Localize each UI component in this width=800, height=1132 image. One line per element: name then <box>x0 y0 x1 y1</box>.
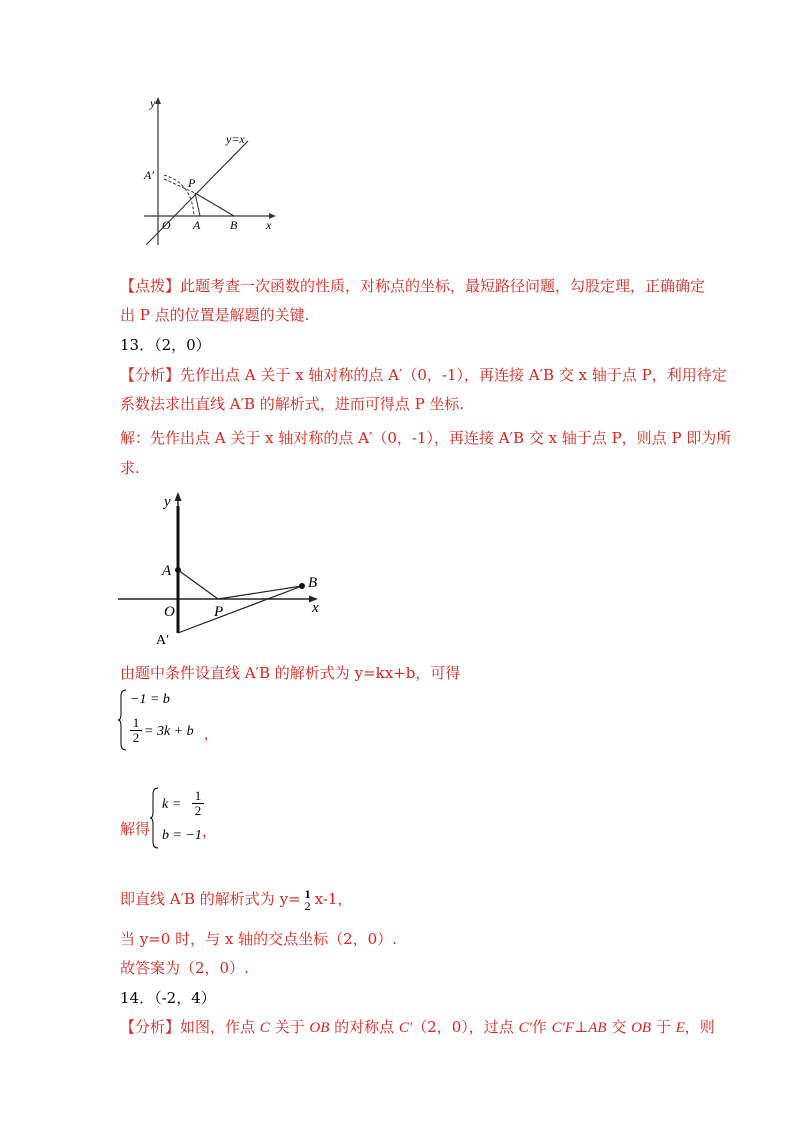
fig2-segment-ap <box>178 570 218 599</box>
dianbo-tag: 【点拨】 <box>120 277 181 295</box>
jiede-label: 解得 <box>120 820 151 838</box>
result-frac-den: 2 <box>304 899 311 913</box>
fig1-o-label: O <box>162 218 171 232</box>
fig2-point-b <box>299 583 305 589</box>
q14-yu: 于 <box>651 1018 676 1036</box>
q14-fenxi-tag: 【分析】 <box>120 1018 181 1036</box>
result-post: x-1， <box>314 890 353 908</box>
system-1-eq-2: = 3k + b <box>144 724 194 739</box>
system-2-brace <box>150 786 160 850</box>
fig2-segment-aprime-b <box>178 586 302 633</box>
solution-setup: 由题中条件设直线 A′B 的解析式为 y=kx+b，可得 <box>120 664 461 682</box>
fig1-aprime-label: A′ <box>144 168 154 182</box>
fig2-y-arrow <box>175 492 182 501</box>
system-2-comma: ， <box>202 822 218 840</box>
system-2 <box>150 786 230 850</box>
system-2-k-den: 2 <box>194 803 202 818</box>
fig1-b-label: B <box>230 218 238 232</box>
q14-answer: 14．（-2，4） <box>120 989 216 1007</box>
figure-2 <box>110 488 350 653</box>
q14-guanyu: 关于 <box>269 1018 310 1036</box>
result-pre: 即直线 A′B 的解析式为 y= <box>120 890 301 908</box>
fig2-aprime-label: A′ <box>156 633 170 648</box>
fig1-line-label: y=x <box>226 132 245 146</box>
fig1-p-label: P <box>188 176 196 190</box>
system-1-brace <box>118 688 128 752</box>
system-1-comma: ， <box>204 728 218 743</box>
fig2-b-label: B <box>308 575 318 591</box>
q14-c: C <box>259 1020 270 1036</box>
q13-jie-line-1: 解：先作出点 A 关于 x 轴对称的点 A′（0，-1），再连接 A′B 交 x 轴于点 P，则点 P 即为所 <box>120 429 732 447</box>
q14-duichen: 的对称点 <box>329 1018 399 1036</box>
q14-e: E <box>675 1020 685 1036</box>
q13-fenxi-line-1 <box>120 365 727 385</box>
q14-c-prime: C′ <box>398 1020 413 1036</box>
fig1-segment-pb <box>195 193 234 216</box>
q14-coords: （2，0），过点 <box>412 1018 519 1036</box>
fig2-a-label: A <box>162 563 172 579</box>
system-1-frac-den: 2 <box>132 730 140 745</box>
q13-fenxi-tag: 【分析】 <box>120 366 181 384</box>
fig1-x-label: x <box>266 218 272 232</box>
q14-jiao: 交 <box>606 1018 632 1036</box>
result-line <box>120 888 352 912</box>
q14-ob-2: OB <box>631 1020 652 1036</box>
q14-zuo: 作 <box>531 1018 552 1036</box>
fig1-segment-pa <box>195 193 200 216</box>
system-2-k-num: 1 <box>194 788 202 803</box>
fig1-y-label: y <box>150 96 156 110</box>
q14-ze: ，则 <box>684 1018 715 1036</box>
dianbo-line-1 <box>120 276 705 296</box>
system-2-k-lhs: k = <box>162 797 182 812</box>
q13-fenxi-text-1: 先作出点 A 关于 x 轴对称的点 A′（0，-1），再连接 A′B 交 x 轴于点 P，利用待定 <box>180 366 727 384</box>
fig2-y-label: y <box>164 494 171 510</box>
fig2-point-a <box>175 567 181 573</box>
q14-fenxi-line <box>120 1017 715 1038</box>
dianbo-text-1: 此题考查一次函数的性质，对称点的坐标，最短路径问题，勾股定理，正确确定 <box>180 277 706 295</box>
fig1-a-label: A <box>193 218 201 232</box>
fig2-x-label: x <box>312 600 319 616</box>
system-1-frac-num: 1 <box>132 715 140 730</box>
figure-1 <box>140 95 290 255</box>
q13-jie-line-2: 求. <box>120 459 140 477</box>
q14-ob: OB <box>309 1020 330 1036</box>
system-1-eq-1: −1 = b <box>130 692 170 707</box>
fig2-p-label: P <box>214 604 224 620</box>
fig2-o-label: O <box>164 604 175 620</box>
q13-answer: 13．（2，0） <box>120 336 211 354</box>
dianbo-line-2: 出 P 点的位置是解题的关键. <box>120 306 310 324</box>
system-2-k-frac <box>192 789 204 818</box>
final-answer-line: 故答案为（2，0）. <box>120 959 249 977</box>
result-frac <box>303 888 313 912</box>
q13-fenxi-line-2: 系数法求出直线 A′B 的解析式，进而可得点 P 坐标. <box>120 395 465 413</box>
q14-fenxi-pre: 如图，作点 <box>180 1018 260 1036</box>
when-y0-line: 当 y=0 时，与 x 轴的交点坐标（2，0）. <box>120 930 397 948</box>
q14-c-prime-2: C′ <box>518 1020 532 1036</box>
system-1-frac <box>130 716 142 745</box>
fig1-y-arrow <box>155 97 161 104</box>
system-2-b: b = −1 <box>162 828 202 843</box>
system-1 <box>118 688 238 752</box>
q14-cf-ab: C′F⊥AB <box>551 1020 607 1036</box>
fig2-segment-pb <box>218 586 302 599</box>
result-frac-num: 1 <box>304 887 311 901</box>
